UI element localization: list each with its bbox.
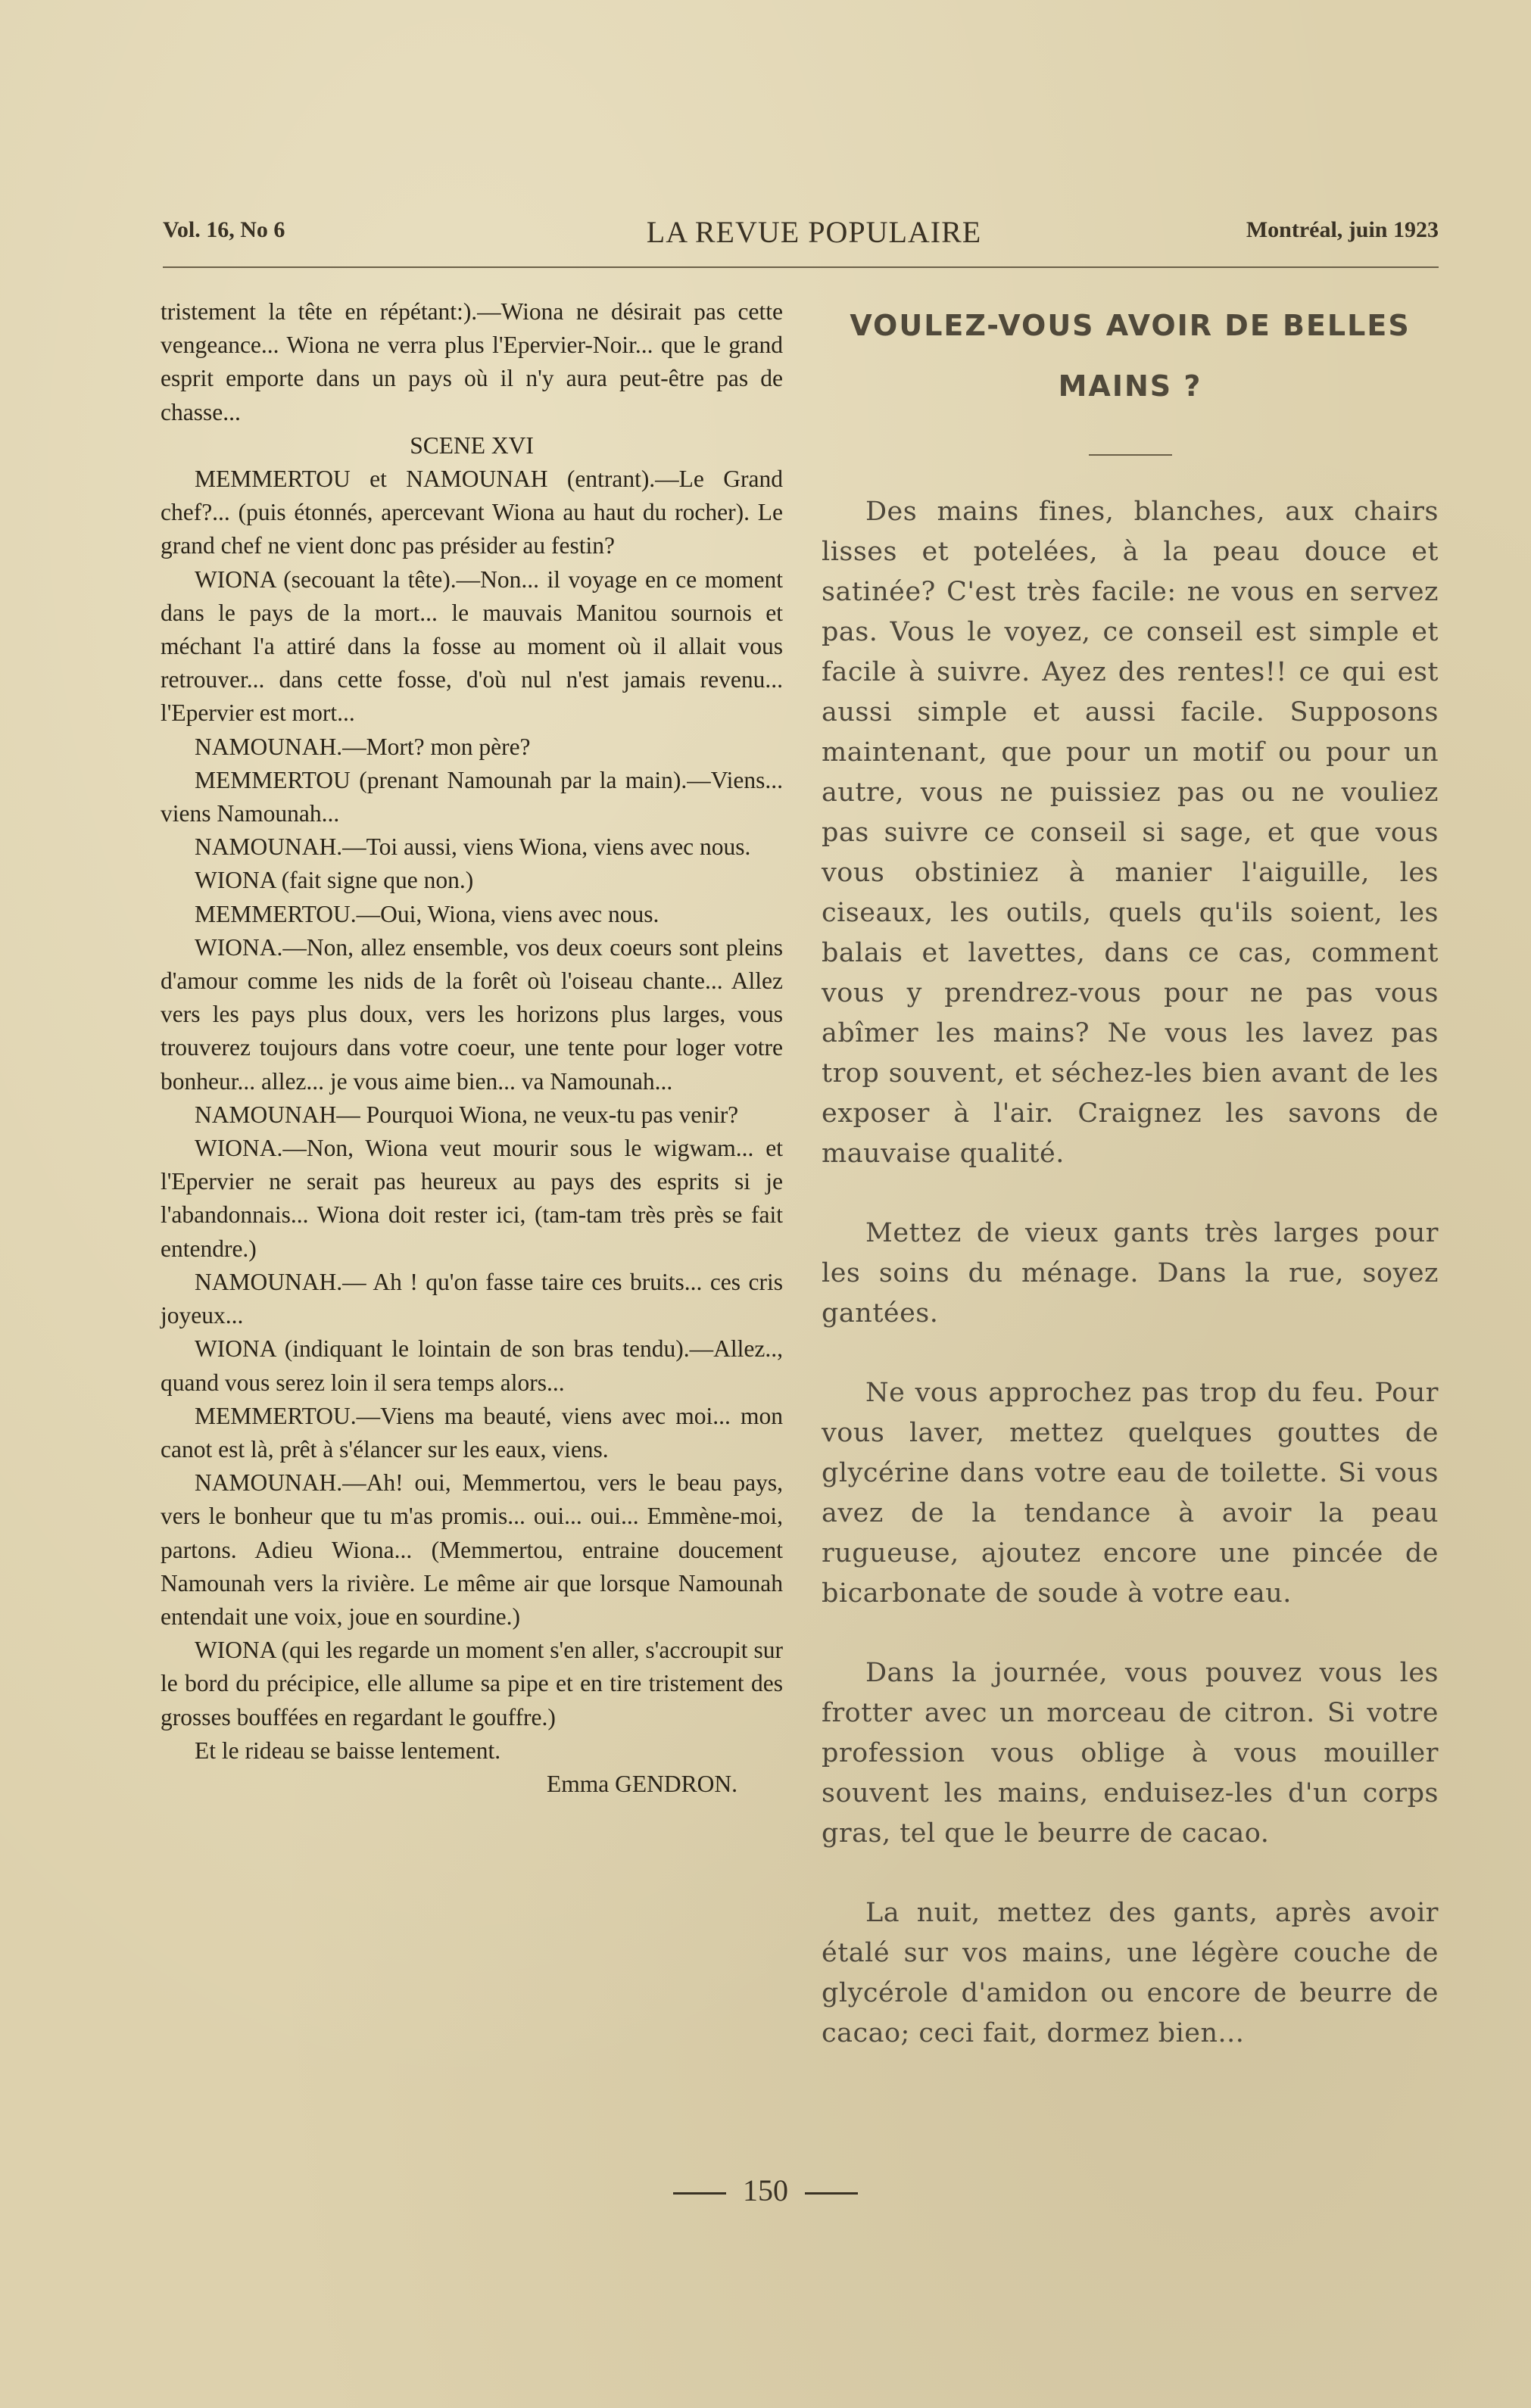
- article-paragraph: Mettez de vieux gants très larges pour les soins du ménage. Dans la rue, soyez gantées.: [822, 1218, 1439, 1329]
- footer-dash-right: [805, 2192, 858, 2195]
- volume-number: Vol. 16, No 6: [163, 217, 285, 242]
- running-header: [163, 214, 1439, 252]
- article-paragraph: Dans la journée, vous pouvez vous les frotter avec un morceau de citron. Si votre profession vous oblige à vous mouiller souvent les mains, enduisez-les d'un corps gras, tel que le beurre de cacao.: [822, 1658, 1439, 1849]
- page-footer: [0, 2173, 1531, 2208]
- play-paragraph: WIONA (secouant la tête).—Non... il voyage en ce moment dans le pays de la mort... le mauvais Manitou sournois et méchant l'a attiré dans la fosse au moment où il allait vous retrouver... dans cette fosse, d'où nul n'est jamais revenu... l'Epervier est mort...: [161, 565, 783, 727]
- play-paragraph: WIONA (indiquant le lointain de son bras tendu).—Allez.., quand vous serez loin il sera temps alors...: [161, 1335, 783, 1396]
- play-paragraph: MEMMERTOU et NAMOUNAH (entrant).—Le Grand chef?... (puis étonnés, apercevant Wiona au haut du rocher). Le grand chef ne vient donc pas présider au festin?: [161, 466, 783, 559]
- play-paragraph: tristement la tête en répétant:).—Wiona ne désirait pas cette vengeance... Wiona ne verra plus l'Epervier-Noir... que le grand esprit emporte dans un pays où il n'y aura peut-être pas de chasse...: [161, 298, 783, 425]
- article-paragraph: Ne vous approchez pas trop du feu. Pour vous laver, mettez quelques gouttes de glycérine dans votre eau de toilette. Si vous avez de la tendance à avoir la peau rugueuse, ajoutez encore une pincée de bicarbonate de soude à votre eau.: [822, 1378, 1439, 1609]
- play-paragraph: NAMOUNAH.— Ah ! qu'on fasse taire ces bruits... ces cris joyeux...: [161, 1268, 783, 1329]
- article-body: [822, 492, 1439, 2054]
- article-title: VOULEZ-VOUS AVOIR DE BELLES MAINS ?: [850, 309, 1411, 403]
- play-paragraph: WIONA.—Non, allez ensemble, vos deux coeurs sont pleins d'amour comme les nids de la forêt où l'oiseau chante... Allez vers les pays plus doux, vers les horizons plus larges, vous trouverez toujours dans votre coeur, une tente pour loger votre bonheur... allez... je vous aime bien... va Namounah...: [161, 933, 783, 1095]
- play-paragraph: NAMOUNAH.—Mort? mon père?: [195, 733, 531, 760]
- article-paragraph: La nuit, mettez des gants, après avoir étalé sur vos mains, une légère couche de glycérole d'amidon ou encore de beurre de cacao; ceci fait, dormez bien...: [822, 1898, 1439, 2048]
- left-column-play-text: [161, 295, 783, 1801]
- play-paragraph: NAMOUNAH.—Ah! oui, Memmertou, vers le beau pays, vers le bonheur que tu m'as promis... oui... oui... Emmène-moi, partons. Adieu Wiona... (Memmertou, entraine doucement Namounah vers la rivière. Le même air que lorsque Namounah entendait une voix, joue en sourdine.): [161, 1469, 783, 1630]
- author-signature: Emma GENDRON.: [547, 1770, 737, 1797]
- play-paragraph: NAMOUNAH.—Toi aussi, viens Wiona, viens avec nous.: [195, 833, 751, 861]
- right-column-article: [822, 295, 1439, 2093]
- header-rule: [163, 266, 1439, 268]
- play-paragraph: MEMMERTOU (prenant Namounah par la main).—Viens... viens Namounah...: [161, 766, 783, 827]
- place-date: Montréal, juin 1923: [1246, 217, 1439, 242]
- title-rule: [1089, 454, 1172, 456]
- play-paragraph: WIONA (qui les regarde un moment s'en aller, s'accroupit sur le bord du précipice, elle allume sa pipe et en tire tristement des grosses bouffées en regardant le gouffre.): [161, 1637, 783, 1730]
- article-paragraph: Des mains fines, blanches, aux chairs lisses et potelées, à la peau douce et satinée? C'est très facile: ne vous en servez pas. Vous le voyez, ce conseil est simple et facile à suivre. Ayez des rentes!! ce qui est aussi simple et aussi facile. Supposons maintenant, que pour un motif ou pour un autre, vous ne puissiez pas ou ne vouliez pas suivre ce conseil si sage, et que vous vous obstiniez à manier l'aiguille, les ciseaux, les outils, quels qu'ils soient, les balais et lavettes, dans ce cas, comment vous y prendrez-vous pour ne pas vous abîmer les mains? Ne vous les lavez pas trop souvent, et séchez-les bien avant de les exposer à l'air. Craignez les savons de mauvaise qualité.: [822, 497, 1439, 1169]
- scene-heading: SCENE XVI: [410, 431, 534, 459]
- play-paragraph: NAMOUNAH— Pourquoi Wiona, ne veux-tu pas venir?: [195, 1101, 739, 1128]
- page-number: 150: [743, 2173, 788, 2207]
- footer-dash-left: [673, 2192, 726, 2195]
- play-paragraph: WIONA (fait signe que non.): [195, 867, 474, 894]
- play-paragraph: Et le rideau se baisse lentement.: [195, 1737, 501, 1764]
- play-paragraph: MEMMERTOU.—Viens ma beauté, viens avec moi... mon canot est là, prêt à s'élancer sur les eaux, viens.: [161, 1402, 783, 1463]
- publication-title: LA REVUE POPULAIRE: [646, 215, 982, 249]
- play-paragraph: MEMMERTOU.—Oui, Wiona, viens avec nous.: [195, 900, 659, 927]
- play-paragraph: WIONA.—Non, Wiona veut mourir sous le wigwam... et l'Epervier ne serait pas heureux au pays des esprits si je l'abandonnais... Wiona doit rester ici, (tam-tam très près se fait entendre.): [161, 1135, 783, 1262]
